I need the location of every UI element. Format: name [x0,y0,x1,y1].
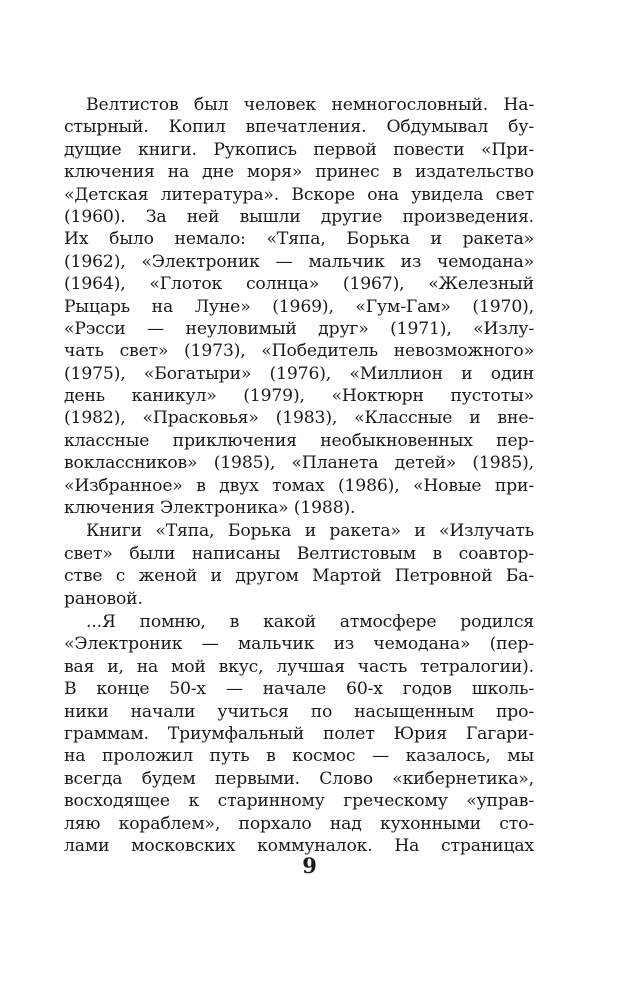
text-line: «Электроник — мальчик из чемодана» (пер- [64,634,534,655]
page-number: 9 [302,853,317,878]
text-line: Их было немало: «Тяпа, Борька и ракета» [64,229,534,250]
text-line: Рыцарь на Луне» (1969), «Гум-Гам» (1970), [64,296,534,317]
text-line: лами московских коммуналок. На страницах [64,835,534,856]
text-line: стырный. Копил впечатления. Обдумывал бу- [64,117,534,138]
text-line: день каникул» (1979), «Ноктюрн пустоты» [64,386,534,407]
text-line: Велтистов был человек немногословный. На- [86,95,534,115]
text-line: вая и, на мой вкус, лучшая часть тетралогии). [64,656,534,677]
text-line: (1962), «Электроник — мальчик из чемодана» [64,251,534,272]
book-page-text [64,94,534,857]
text-line: стве с женой и другом Мартой Петровной Ба- [64,566,534,587]
text-line: воклассников» (1985), «Планета детей» (1985), [64,453,534,474]
text-line: классные приключения необыкновенных пер- [64,430,534,451]
text-line: на проложил путь в космос — казалось, мы [64,746,534,767]
text-line: ляю кораблем», порхало над кухонными сто- [64,813,534,834]
paragraph-1 [64,94,534,519]
text-line: ники начали учиться по насыщенным про- [64,701,534,722]
text-line: (1975), «Богатыри» (1976), «Миллион и один [64,363,534,384]
text-line: ключения на дне моря» принес в издательство [64,162,534,183]
text-line: восходящее к старинному греческому «управ- [64,791,534,812]
text-line: (1982), «Прасковья» (1983), «Классные и вне- [64,408,534,429]
text-line: ...Я помню, в какой атмосфере родился [86,611,534,632]
text-line: чать свет» (1973), «Победитель невозможного» [64,341,534,362]
text-line: (1960). За ней вышли другие произведения. [64,206,534,227]
text-line: (1964), «Глоток солнца» (1967), «Железный [64,274,534,295]
text-line: рановой. [64,588,143,609]
text-line: дущие книги. Рукопись первой повести «При- [64,139,534,160]
text-line: «Рэсси — неуловимый друг» (1971), «Излу- [64,318,534,339]
paragraph-2 [64,520,534,610]
paragraph-3 [64,611,534,857]
text-line: Книги «Тяпа, Борька и ракета» и «Излучать [86,521,534,542]
text-line: всегда будем первыми. Слово «кибернетика», [64,768,534,789]
text-line: «Детская литература». Вскоре она увидела свет [64,184,534,205]
text-line: В конце 50-х — начале 60-х годов школь- [64,679,534,700]
text-line: ключения Электроника» (1988). [64,498,356,519]
text-line: «Избранное» в двух томах (1986), «Новые при- [64,475,534,496]
text-line: свет» были написаны Велтистовым в соавтор- [64,543,534,564]
text-line: граммам. Триумфальный полет Юрия Гагари- [64,723,534,744]
